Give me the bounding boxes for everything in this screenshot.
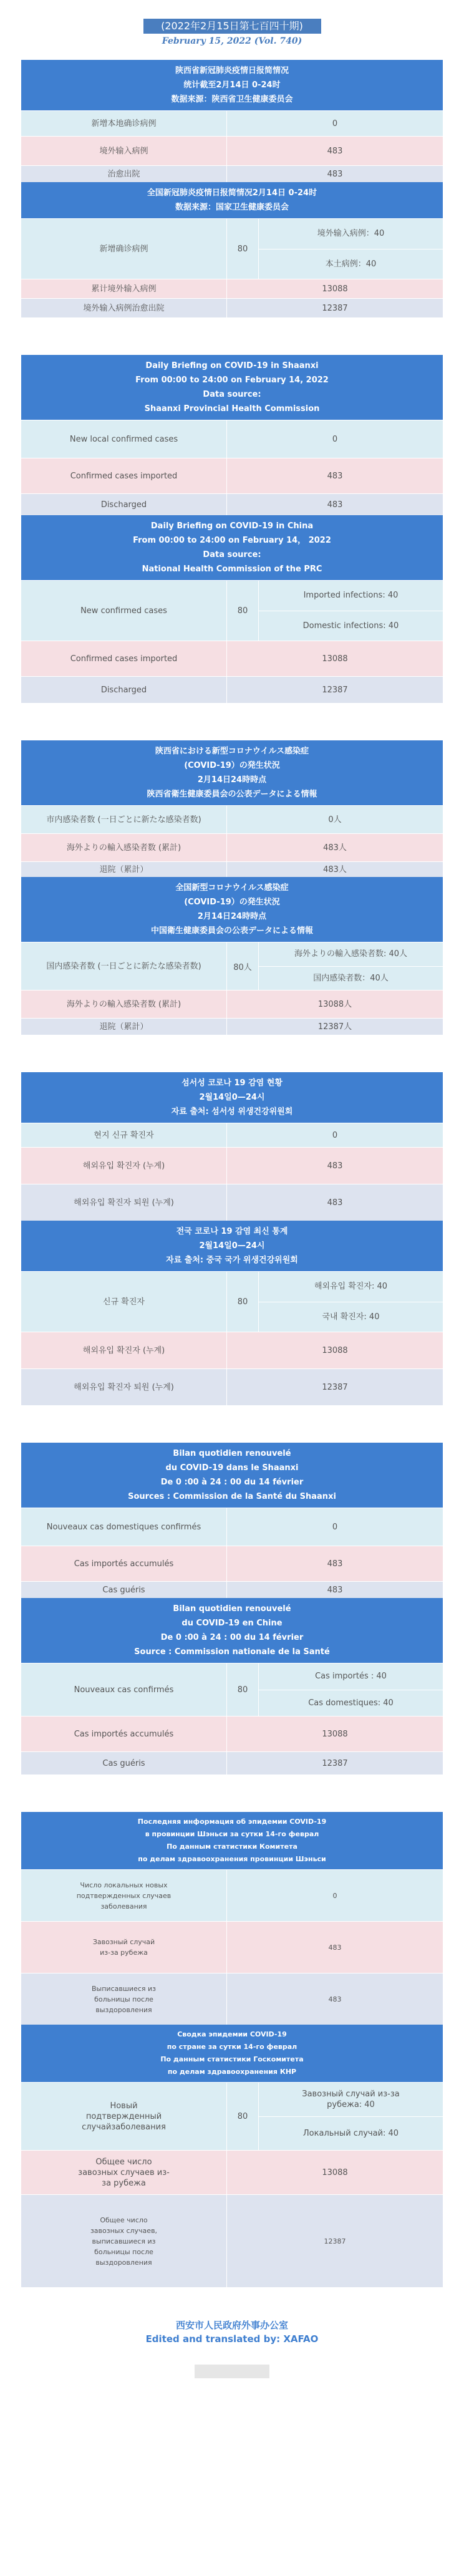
fr-national-title1: Bilan quotidien renouvelé	[173, 1604, 291, 1614]
table-row	[21, 1368, 443, 1405]
table-row	[21, 298, 443, 317]
ja-shaanxi-header	[21, 740, 443, 805]
row-value: 13088	[227, 1717, 443, 1751]
footer	[0, 2318, 464, 2346]
en-national-title3: Data source:	[203, 550, 261, 559]
fr-shaanxi-title4: Sources : Commission de la Santé du Shaanxi	[128, 1492, 336, 1501]
row-label: 해외유입 확진자 (누계)	[21, 1332, 227, 1368]
row-value: 483	[227, 1184, 443, 1221]
row-label: 해외유입 확진자 퇴원 (누계)	[21, 1184, 227, 1221]
row-label: Cas guéris	[21, 1752, 227, 1775]
ru-shaanxi-title2: в провинции Шэньси за сутки 14-го феврал	[145, 1830, 319, 1838]
table-row	[21, 805, 443, 833]
table-row	[21, 458, 443, 493]
table-row	[21, 861, 443, 877]
table-row	[21, 1973, 443, 2025]
row-value: 483	[227, 1148, 443, 1184]
domestic-cases: Domestic infections: 40	[259, 611, 443, 641]
imported-cases: 해외유입 확진자: 40	[314, 1282, 388, 1292]
row-value: 483	[227, 1973, 443, 2025]
table-row	[21, 110, 443, 136]
row-value: 13088	[227, 279, 443, 298]
table-row	[21, 420, 443, 458]
row-label: Cas importés accumulés	[21, 1546, 227, 1581]
new-cases-row	[21, 218, 443, 279]
row-label: Discharged	[21, 677, 227, 703]
row-label: Cas guéris	[21, 1582, 227, 1598]
new-cases-label: 国内感染者数 (一日ごとに新たな感染者数)	[21, 942, 227, 990]
table-row	[21, 990, 443, 1018]
table-row	[21, 1751, 443, 1775]
zh-shaanxi-title3: 数据来源：陕西省卫生健康委员会	[171, 95, 293, 104]
row-value: 0	[227, 111, 443, 136]
footer-bar	[195, 2365, 269, 2378]
domestic-cases: Cas domestiques: 40	[259, 1690, 443, 1717]
table-row	[21, 1581, 443, 1598]
ja-shaanxi-title4: 陝西省衛生健康委員会の公表データによる情報	[147, 790, 317, 799]
table-row	[21, 493, 443, 515]
domestic-cases: 本土病例：40	[259, 249, 443, 279]
row-value: 13088	[227, 2151, 443, 2194]
ko-national-title3: 자료 출처: 중국 국가 위생건강위원회	[166, 1256, 298, 1265]
row-label: 해외유입 확진자 (누계)	[21, 1148, 227, 1184]
ru-national-title4: по делам здравоохранения КНР	[167, 2068, 297, 2076]
fr-national-header	[21, 1598, 443, 1663]
fr-national-title3: De 0 :00 à 24 : 00 du 14 février	[160, 1633, 304, 1642]
ja-national-title2: (COVID-19）の発生状況	[184, 898, 280, 907]
new-cases-total: 80	[227, 219, 259, 279]
row-label: 市内感染者数 (一日ごとに新たな感染者数)	[21, 806, 227, 833]
row-value: 12387人	[227, 1019, 443, 1035]
row-label: 新增本地确诊病例	[21, 111, 227, 136]
table-row	[21, 136, 443, 165]
table-row	[21, 2194, 443, 2287]
zh-shaanxi-header	[21, 60, 443, 110]
new-cases-row	[21, 942, 443, 990]
row-label: 海外よりの輸入感染者数 (累計)	[21, 990, 227, 1018]
row-label: Nouveaux cas domestiques confirmés	[21, 1508, 227, 1546]
table-row	[21, 833, 443, 861]
ko-shaanxi-table	[21, 1072, 443, 1405]
row-label: 治愈出院	[21, 166, 227, 182]
table-row	[21, 1508, 443, 1546]
row-value: 483	[227, 1922, 443, 1973]
table-row	[21, 1716, 443, 1751]
ru-national-header	[21, 2025, 443, 2082]
table-row	[21, 1184, 443, 1221]
ru-national-title3: По данным статистики Госкомитета	[160, 2055, 304, 2063]
new-cases-label: 新增确诊病例	[21, 219, 227, 279]
zh-national-header	[21, 182, 443, 218]
table-row	[21, 1018, 443, 1035]
row-label: New local confirmed cases	[21, 420, 227, 458]
fr-national-title4: Source : Commission nationale de la Santé	[134, 1647, 330, 1657]
fr-shaanxi-table	[21, 1443, 443, 1775]
ja-national-header	[21, 877, 443, 942]
ko-shaanxi-header	[21, 1072, 443, 1123]
table-row	[21, 1869, 443, 1921]
row-value: 483人	[227, 834, 443, 861]
row-value: 13088人	[227, 990, 443, 1018]
row-label: Discharged	[21, 494, 227, 515]
row-value: 483	[227, 166, 443, 182]
table-row	[21, 165, 443, 182]
fr-shaanxi-title3: De 0 :00 à 24 : 00 du 14 février	[160, 1478, 304, 1487]
row-value: 12387	[227, 677, 443, 703]
ru-shaanxi-title4: по делам здравоохранения провинции Шэньси	[138, 1855, 326, 1863]
imported-cases: Завозный случай из-за рубежа: 40	[302, 2089, 400, 2109]
row-value: 483	[227, 1582, 443, 1598]
new-cases-total: 80人	[227, 942, 259, 990]
en-shaanxi-title4: Shaanxi Provincial Health Commission	[144, 404, 320, 414]
new-cases-row	[21, 580, 443, 641]
row-label: 境外输入病例治愈出院	[21, 299, 227, 317]
row-value: 483人	[227, 862, 443, 877]
ru-shaanxi-table	[21, 1812, 443, 2287]
zh-national-title2: 数据来源：国家卫生健康委员会	[175, 203, 289, 212]
row-label: Общее число завозных случаев из-за рубежа	[21, 2151, 227, 2194]
ko-shaanxi-title2: 2월14일0—24시	[199, 1093, 265, 1102]
row-label: Confirmed cases imported	[21, 641, 227, 676]
row-value: 13088	[227, 641, 443, 676]
row-label: Общее число завозных случаев, выписавшиеся из больницы после выздоровления	[21, 2195, 227, 2287]
ja-national-title1: 全国新型コロナウイルス感染症	[175, 883, 289, 893]
zh-shaanxi-table	[21, 60, 443, 317]
ja-shaanxi-title1: 陝西省における新型コロナウイルス感染症	[155, 747, 309, 756]
row-value: 483	[227, 494, 443, 515]
row-label: 退院（累計）	[21, 862, 227, 877]
new-cases-label: Nouveaux cas confirmés	[21, 1663, 227, 1716]
row-label: 累计境外输入病例	[21, 279, 227, 298]
new-cases-label: Новый подтвержденный случайзаболевания	[21, 2083, 227, 2150]
row-label: Confirmed cases imported	[21, 458, 227, 493]
fr-shaanxi-title1: Bilan quotidien renouvelé	[173, 1449, 291, 1458]
row-label: 境外输入病例	[21, 137, 227, 165]
ru-shaanxi-title1: Последняя информация об эпидемии COVID-19	[137, 1818, 327, 1826]
new-cases-total: 80	[227, 1663, 259, 1716]
fr-national-title2: du COVID-19 en Chine	[181, 1619, 283, 1628]
new-cases-row	[21, 1663, 443, 1716]
table-row	[21, 1921, 443, 1973]
row-value: 12387	[227, 299, 443, 317]
table-row	[21, 1123, 443, 1147]
new-cases-total: 80	[227, 1272, 259, 1332]
row-value: 13088	[227, 1332, 443, 1368]
zh-shaanxi-title2: 统计截至2月14日 0-24时	[183, 80, 281, 90]
row-value: 483	[227, 1546, 443, 1581]
zh-national-title1: 全国新冠肺炎疫情日报简情况2月14日 0-24时	[147, 188, 317, 198]
ja-national-title3: 2月14日24時時点	[197, 912, 267, 921]
row-value: 483	[227, 458, 443, 493]
ru-national-title1: Сводка эпидемии COVID-19	[177, 2030, 287, 2038]
ja-shaanxi-title2: (COVID-19）の発生状況	[184, 761, 280, 770]
row-value: 0	[227, 1508, 443, 1546]
row-label: 退院（累計）	[21, 1019, 227, 1035]
issue-badge: (2022年2月15日第七百四十期)	[143, 19, 321, 34]
zh-shaanxi-title1: 陕西省新冠肺炎疫情日报简情况	[175, 66, 289, 75]
ru-shaanxi-title3: По данным статистики Комитета	[167, 1842, 297, 1851]
new-cases-total: 80	[227, 2083, 259, 2150]
row-label: Cas importés accumulés	[21, 1717, 227, 1751]
table-row	[21, 641, 443, 676]
row-value: 0	[227, 1870, 443, 1921]
row-value: 12387	[227, 2195, 443, 2287]
imported-cases: Cas importés : 40	[315, 1672, 387, 1682]
en-shaanxi-title2: From 00:00 to 24:00 on February 14, 2022	[135, 375, 329, 385]
ru-national-title2: по стране за сутки 14-го феврал	[167, 2043, 297, 2051]
new-cases-total: 80	[227, 581, 259, 641]
table-row	[21, 1147, 443, 1184]
en-shaanxi-title1: Daily Briefing on COVID-19 in Shaanxi	[145, 361, 319, 370]
table-row	[21, 1332, 443, 1368]
row-value: 0人	[227, 806, 443, 833]
footer-credit: Edited and translated by: XAFAO	[145, 2333, 319, 2345]
table-row	[21, 2150, 443, 2194]
imported-cases: 境外输入病例：40	[317, 229, 385, 239]
row-label: Число локальных новых подтвержденных случаев заболевания	[21, 1870, 227, 1921]
new-cases-row	[21, 1271, 443, 1332]
new-cases-label: 신규 확진자	[21, 1272, 227, 1332]
en-national-title1: Daily Briefing on COVID-19 in China	[150, 521, 314, 531]
issue-date: February 15, 2022 (Vol. 740)	[162, 36, 302, 46]
row-label: 海外よりの輸入感染者数 (累計)	[21, 834, 227, 861]
new-cases-row	[21, 2082, 443, 2150]
en-national-title4: National Health Commission of the PRC	[142, 564, 322, 574]
imported-cases: Imported infections: 40	[303, 591, 399, 601]
fr-shaanxi-title2: du COVID-19 dans le Shaanxi	[165, 1463, 299, 1473]
table-row	[21, 1546, 443, 1581]
en-shaanxi-table	[21, 355, 443, 703]
ja-national-title4: 中国衛生健康委員会の公表データによる情報	[150, 926, 313, 936]
en-national-header	[21, 515, 443, 580]
row-label: Завозный случай из-за рубежа	[21, 1922, 227, 1973]
table-row	[21, 676, 443, 703]
new-cases-label: New confirmed cases	[21, 581, 227, 641]
domestic-cases: 国内感染者数：40人	[259, 966, 443, 990]
table-row	[21, 279, 443, 298]
ko-national-title2: 2월14일0—24시	[199, 1241, 265, 1251]
row-label: 현지 신규 확진자	[21, 1123, 227, 1147]
fr-shaanxi-header	[21, 1443, 443, 1508]
en-national-title2: From 00:00 to 24:00 on February 14， 2022	[133, 536, 331, 545]
ja-shaanxi-title3: 2月14日24時時点	[197, 775, 267, 785]
en-shaanxi-header	[21, 355, 443, 420]
row-value: 0	[227, 1123, 443, 1147]
footer-office: 西安市人民政府外事办公室	[175, 2320, 288, 2331]
row-label: 해외유입 확진자 퇴원 (누계)	[21, 1369, 227, 1405]
en-shaanxi-title3: Data source:	[203, 390, 261, 399]
imported-cases: 海外よりの輸入感染者数: 40人	[294, 949, 408, 959]
row-value: 0	[227, 420, 443, 458]
domestic-cases: 국내 확진자: 40	[259, 1302, 443, 1332]
row-value: 483	[227, 137, 443, 165]
row-value: 12387	[227, 1752, 443, 1775]
ko-shaanxi-title1: 섬서성 코로나 19 감염 현황	[181, 1078, 283, 1088]
ja-shaanxi-table	[21, 740, 443, 1035]
row-value: 12387	[227, 1369, 443, 1405]
ko-national-title1: 전국 코로나 19 감염 최신 통계	[176, 1227, 288, 1236]
row-label: Выписавшиеся из больницы после выздоровления	[21, 1973, 227, 2025]
domestic-cases: Локальный случай: 40	[259, 2116, 443, 2151]
ko-national-header	[21, 1221, 443, 1271]
ko-shaanxi-title3: 자료 출처: 섬서성 위생건강위원회	[171, 1107, 293, 1116]
ru-shaanxi-header	[21, 1812, 443, 1869]
